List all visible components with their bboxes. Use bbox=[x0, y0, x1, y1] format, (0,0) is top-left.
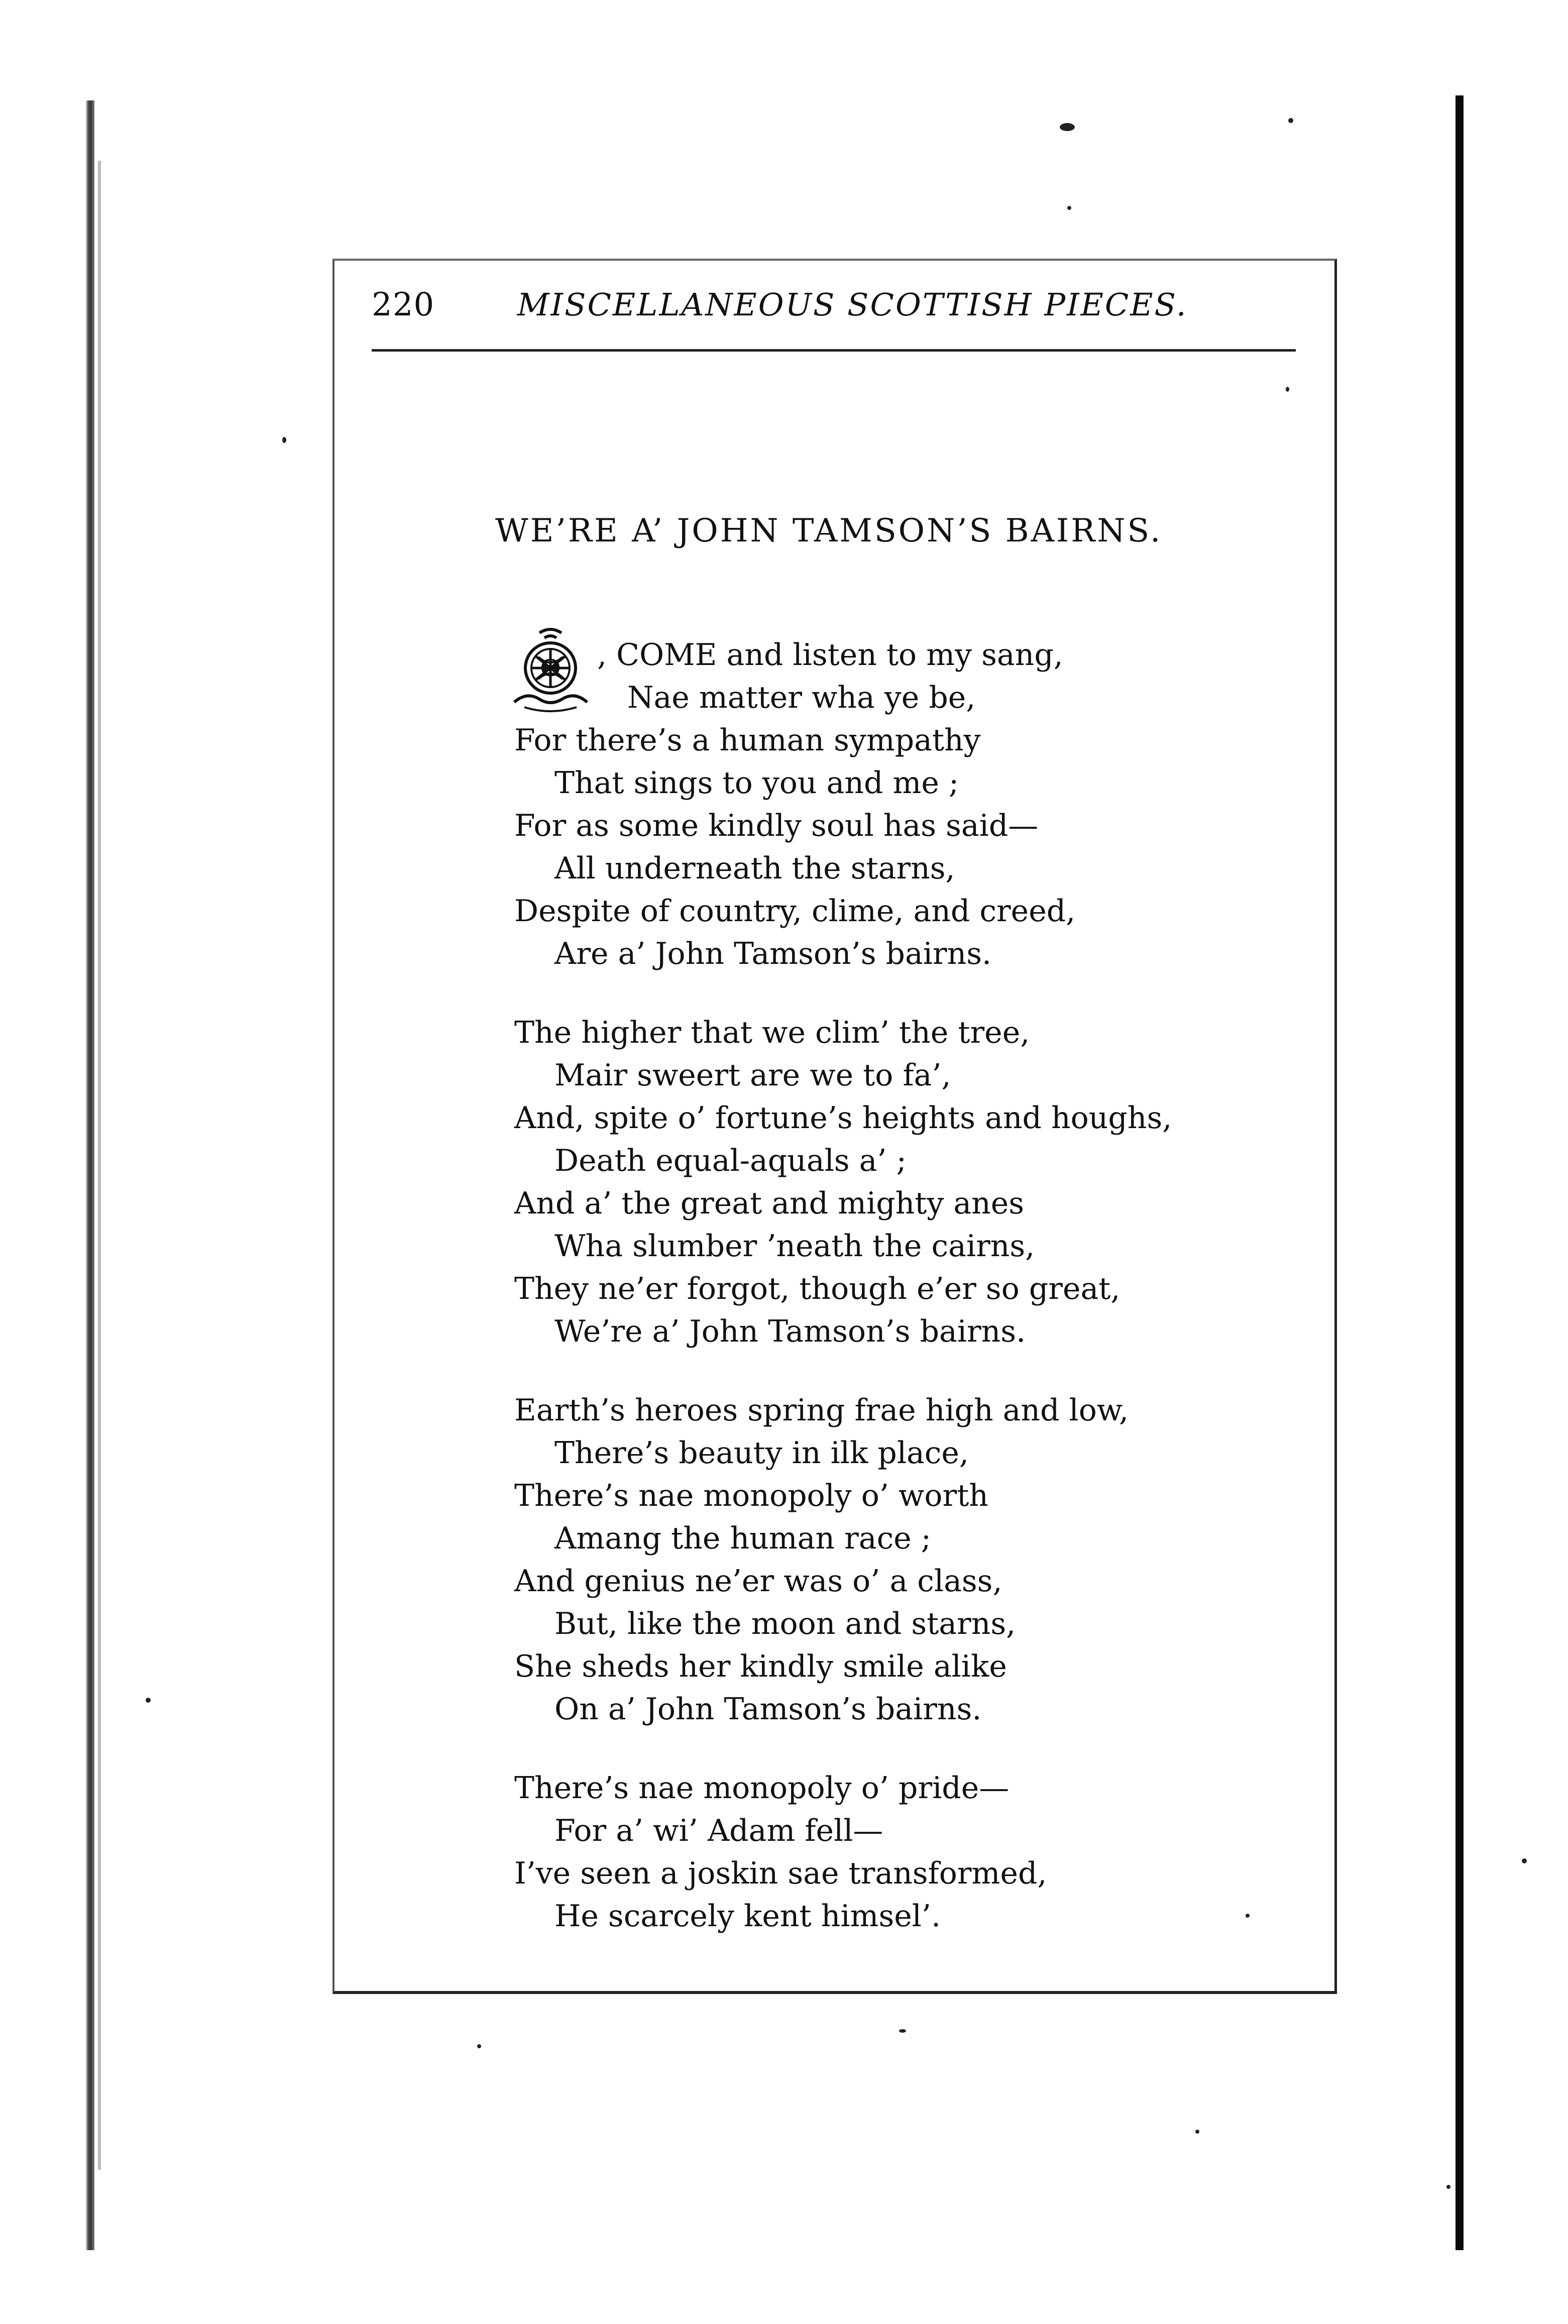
page-number: 220 bbox=[372, 286, 435, 323]
poem-line: Amang the human race ; bbox=[554, 1521, 931, 1556]
poem-line: Mair sweert are we to fa’, bbox=[554, 1058, 951, 1093]
poem-line: We’re a’ John Tamson’s bairns. bbox=[554, 1314, 1026, 1349]
poem-body bbox=[514, 634, 1268, 1974]
running-head: MISCELLANEOUS SCOTTISH PIECES. bbox=[517, 286, 1188, 323]
scan-speck bbox=[477, 2044, 481, 2048]
poem-line: All underneath the starns, bbox=[554, 851, 955, 886]
poem-line: There’s nae monopoly o’ pride— bbox=[514, 1770, 1010, 1806]
scan-speck bbox=[1522, 1858, 1527, 1863]
page-header bbox=[372, 281, 1296, 337]
stanza bbox=[514, 1767, 1268, 1938]
stanza bbox=[514, 1012, 1268, 1353]
scan-speck bbox=[146, 1698, 151, 1703]
scan-binding-shadow bbox=[85, 100, 94, 2250]
scan-speck bbox=[1288, 118, 1293, 123]
poem-line: For there’s a human sympathy bbox=[514, 723, 981, 758]
poem-line: There’s nae monopoly o’ worth bbox=[514, 1478, 988, 1513]
stanza bbox=[514, 1389, 1268, 1731]
scan-binding-shadow-inner bbox=[98, 161, 101, 2170]
stanza bbox=[514, 634, 1268, 975]
scan-right-edge bbox=[1455, 95, 1464, 2250]
poem-line: There’s beauty in ilk place, bbox=[554, 1435, 969, 1471]
scan-speck bbox=[1060, 123, 1075, 131]
poem-line: For as some kindly soul has said— bbox=[514, 808, 1039, 843]
poem-line: Despite of country, clime, and creed, bbox=[514, 894, 1076, 929]
poem-line: Wha slumber ’neath the cairns, bbox=[554, 1229, 1035, 1264]
scan-speck bbox=[1195, 2130, 1199, 2134]
header-rule bbox=[372, 349, 1296, 352]
poem-line: And genius ne’er was o’ a class, bbox=[514, 1564, 1002, 1599]
svg-text:O: O bbox=[540, 654, 561, 682]
scan-speck bbox=[1446, 2185, 1450, 2189]
poem-line: On a’ John Tamson’s bairns. bbox=[554, 1692, 982, 1727]
poem-line: But, like the moon and starns, bbox=[554, 1606, 1016, 1641]
scan-speck bbox=[1067, 206, 1071, 210]
poem-line: I’ve seen a joskin sae transformed, bbox=[514, 1856, 1047, 1891]
poem-line: He scarcely kent himsel’. bbox=[554, 1899, 941, 1934]
poem-line: Nae matter wha ye be, bbox=[627, 680, 976, 715]
poem-line: And, spite o’ fortune’s heights and houghs, bbox=[514, 1100, 1172, 1136]
scan-speck bbox=[282, 437, 286, 443]
poem-line: That sings to you and me ; bbox=[554, 765, 959, 801]
poem-line: The higher that we clim’ the tree, bbox=[514, 1015, 1030, 1050]
poem-title: WE’RE A’ JOHN TAMSON’S BAIRNS. bbox=[495, 512, 1163, 549]
poem-line: And a’ the great and mighty anes bbox=[514, 1186, 1025, 1221]
poem-line: , COME and listen to my sang, bbox=[597, 637, 1063, 673]
poem-line: They ne’er forgot, though e’er so great, bbox=[514, 1271, 1121, 1306]
poem-line: Death equal-aquals a’ ; bbox=[554, 1143, 907, 1178]
poem-line: For a’ wi’ Adam fell— bbox=[554, 1813, 883, 1848]
poem-line: Earth’s heroes spring frae high and low, bbox=[514, 1393, 1129, 1428]
ornamental-drop-cap bbox=[509, 627, 592, 715]
poem-line: She sheds her kindly smile alike bbox=[514, 1649, 1007, 1684]
scan-speck bbox=[899, 2029, 906, 2033]
poem-line: Are a’ John Tamson’s bairns. bbox=[554, 936, 992, 971]
